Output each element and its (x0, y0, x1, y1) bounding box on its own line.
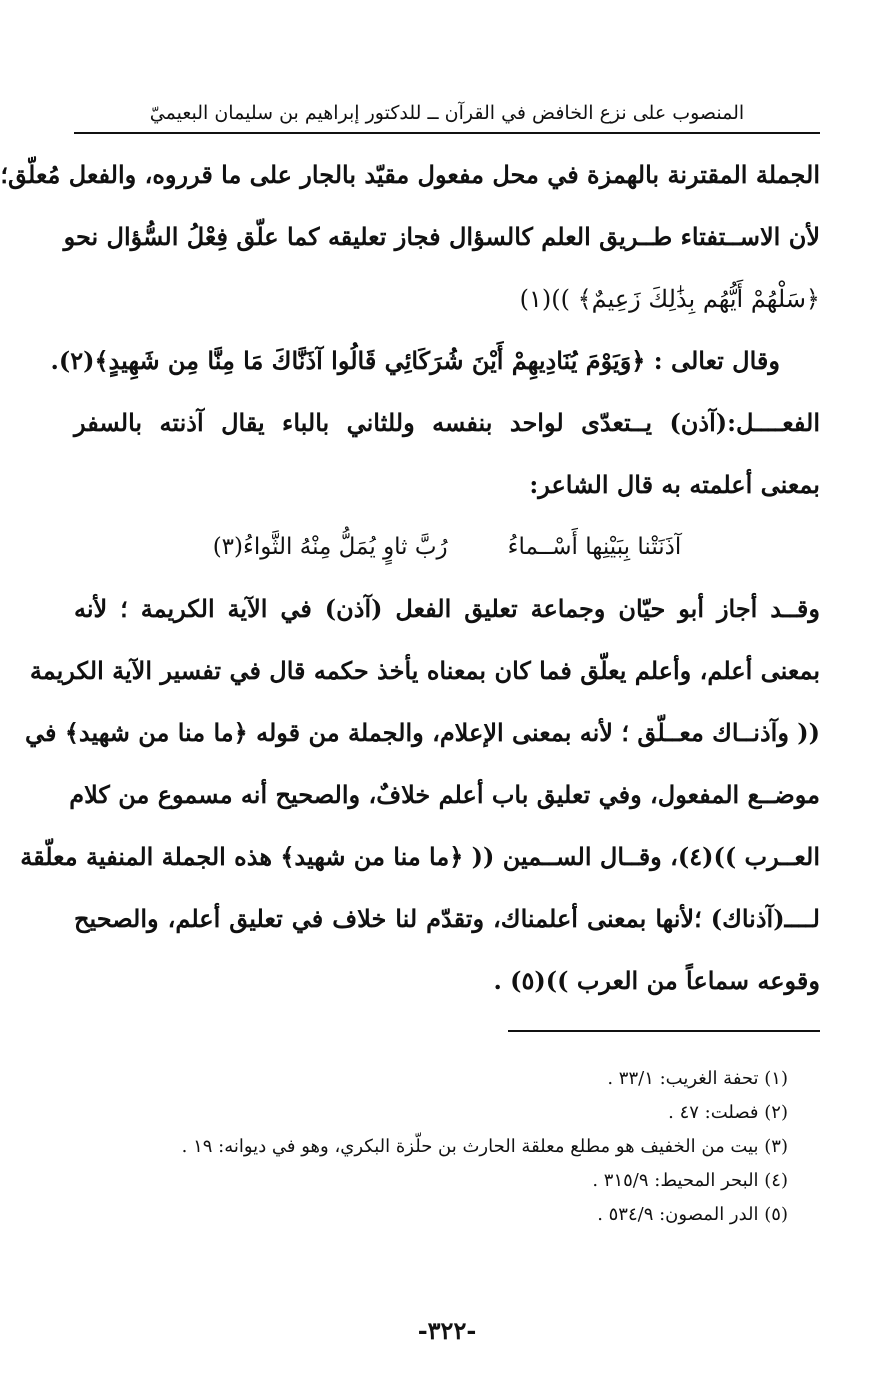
footnote-3: (٣) بيت من الخفيف هو مطلع معلقة الحارث بن حلّزة البكري، وهو في ديوانه: ١٩ . (181, 1136, 788, 1157)
footnote-5: (٥) الدر المصون: ٥٣٤/٩ . (597, 1204, 788, 1225)
body-line-3: ﴿سَلْهُمْ أَيُّهُم بِذَٰلِكَ زَعِيمٌ﴾ ))(١) (519, 285, 820, 313)
body-line-13: وقوعه سماعاً من العرب ))(٥) . (493, 966, 820, 995)
body-line-8: بمعنى أعلم، وأعلم يعلّق فما كان بمعناه يأخذ حكمه قال في تفسير الآية الكريمة (29, 656, 820, 685)
page-number: -٣٢٢- (417, 1316, 477, 1345)
body-line-4: وقال تعالى : ﴿وَيَوْمَ يُنَادِيهِمْ أَيْنَ شُرَكَائِي قَالُوا آذَنَّاكَ مَا مِنَّا مِن شَهِيدٍ﴾(٢). (50, 346, 780, 375)
verse-first-hemistich: آذَنَتْنا بِبَيْنِها أَسْــماءُ (507, 534, 682, 560)
verse-second-hemistich: رُبَّ ثاوٍ يُمَلُّ مِنْهُ الثَّواءُ(٣) (212, 534, 448, 560)
footnotes (74, 1062, 788, 1232)
body-text (0, 144, 820, 1012)
poetry-verse (74, 516, 820, 578)
body-line-1: الجملة المقترنة بالهمزة في محل مفعول مقيّد بالجار على ما قرروه، والفعل مُعلّق؛ (0, 160, 820, 189)
footnote-4: (٤) البحر المحيط: ٣١٥/٩ . (592, 1170, 788, 1191)
running-header: المنصوب على نزع الخافض في القرآن ــ للدكتور إبراهيم بن سليمان البعيميّ (149, 102, 745, 124)
footnote-2: (٢) فصلت: ٤٧ . (668, 1102, 788, 1123)
footnote-separator (508, 1030, 820, 1032)
body-line-6: بمعنى أعلمته به قال الشاعر: (529, 470, 820, 499)
body-line-5: الفعــــل:(آذن) يــتعدّى لواحد بنفسه وللثاني بالباء يقال آذنته بالسفر (74, 408, 820, 437)
body-line-7: وقــد أجاز أبو حيّان وجماعة تعليق الفعل (آذن) في الآية الكريمة ؛ لأنه (74, 594, 820, 623)
footnote-1: (١) تحفة الغريب: ٣٣/١ . (607, 1068, 788, 1089)
body-line-11: العــرب ))(٤)، وقــال الســمين (( ﴿ما منا من شهيد﴾ هذه الجملة المنفية معلّقة (20, 842, 820, 871)
body-line-2: لأن الاســتفتاء طــريق العلم كالسؤال فجاز تعليقه كما علّق فِعْلُ السُّؤال نحو (63, 222, 820, 251)
body-line-12: لــــ(آذناك) ؛لأنها بمعنى أعلمناك، وتقدّم لنا خلاف في تعليق أعلم، والصحيح (74, 904, 820, 933)
body-line-10: موضــع المفعول، وفي تعليق باب أعلم خلافٌ، والصحيح أنه مسموع من كلام (69, 780, 820, 809)
body-line-9: (( وآذنــاك معــلّق ؛ لأنه بمعنى الإعلام، والجملة من قوله ﴿ما منا من شهيد﴾ في (24, 718, 820, 747)
header-rule (74, 132, 820, 134)
